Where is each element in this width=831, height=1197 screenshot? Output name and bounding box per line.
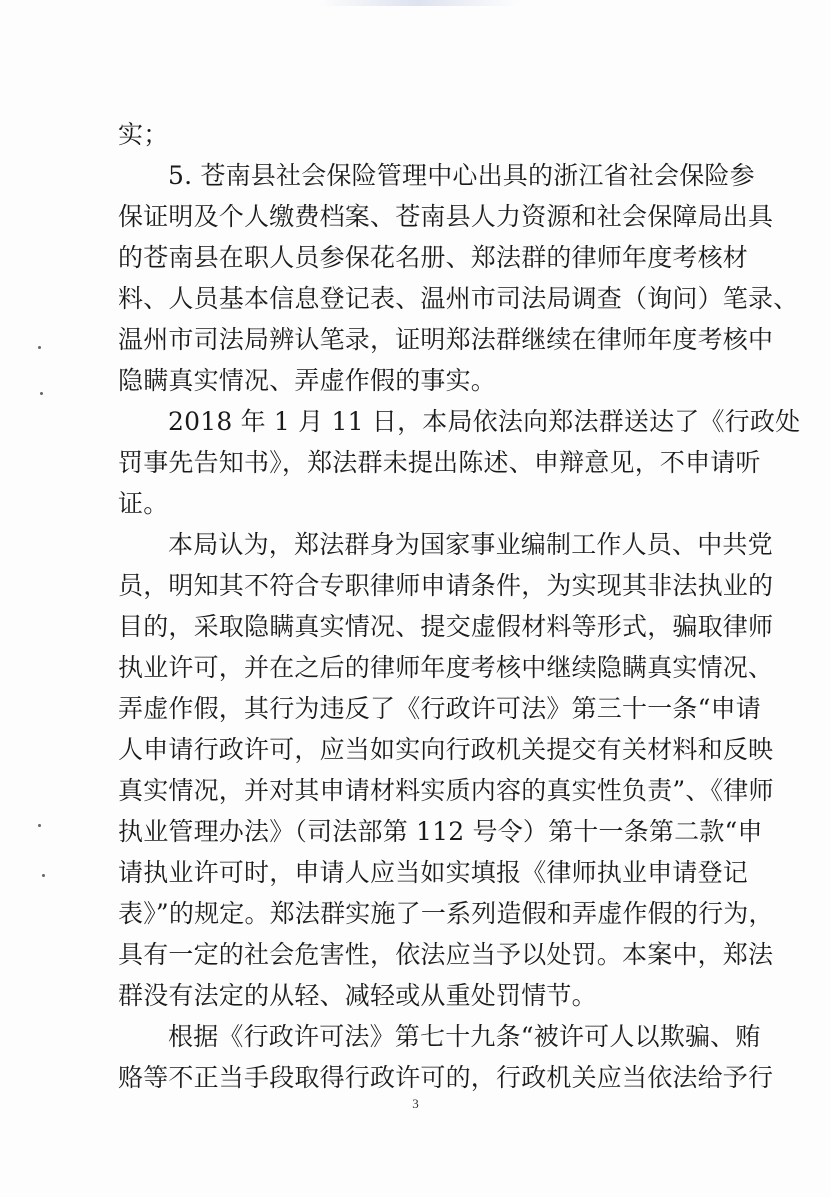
text-line: 实； — [118, 120, 169, 149]
text-line: 证。 — [118, 489, 169, 518]
text-line: 罚事先告知书》，郑法群未提出陈述、申辩意见，不申请听 — [118, 448, 761, 477]
text-line: 的苍南县在职人员参保花名册、郑法群的律师年度考核材 — [118, 243, 749, 272]
text-line: 人申请行政许可，应当如实向行政机关提交有关材料和反映 — [118, 735, 774, 764]
text-line: 目的，采取隐瞒真实情况、提交虚假材料等形式，骗取律师 — [118, 612, 774, 641]
text-line: 料、人员基本信息登记表、温州市司法局调查（询问）笔录、 — [118, 284, 799, 313]
text-line: 群没有法定的从轻、减轻或从重处罚情节。 — [118, 981, 597, 1010]
text-line: 保证明及个人缴费档案、苍南县人力资源和社会保障局出具 — [118, 202, 774, 231]
text-line: 执业许可，并在之后的律师年度考核中继续隐瞒真实情况、 — [118, 653, 774, 682]
scan-smudge — [318, 0, 518, 6]
text-line: 弄虚作假，其行为违反了《行政许可法》第三十一条“申请 — [118, 694, 761, 723]
text-line: 2018 年 1 月 11 日，本局依法向郑法群送达了《行政处 — [168, 407, 801, 436]
scan-dot — [38, 346, 41, 349]
scan-dot — [38, 824, 41, 827]
text-line: 温州市司法局辨认笔录，证明郑法群继续在律师年度考核中 — [118, 325, 774, 354]
text-line: 请执业许可时，申请人应当如实填报《律师执业申请登记 — [118, 858, 749, 887]
text-line: 赂等不正当手段取得行政许可的，行政机关应当依法给予行 — [118, 1063, 774, 1092]
text-line: 表》”的规定。郑法群实施了一系列造假和弄虚作假的行为， — [118, 899, 774, 928]
text-line: 本局认为，郑法群身为国家事业编制工作人员、中共党 — [168, 530, 773, 559]
text-line: 5. 苍南县社会保险管理中心出具的浙江省社会保险参 — [168, 161, 755, 190]
text-line: 根据《行政许可法》第七十九条“被许可人以欺骗、贿 — [168, 1022, 761, 1051]
scan-dot — [40, 392, 43, 395]
text-line: 隐瞒真实情况、弄虚作假的事实。 — [118, 366, 497, 395]
text-line: 具有一定的社会危害性，依法应当予以处罚。本案中，郑法 — [118, 940, 774, 969]
page-number: 3 — [412, 1096, 419, 1111]
text-line: 真实情况，并对其申请材料实质内容的真实性负责”、《律师 — [118, 776, 774, 805]
text-line: 员，明知其不符合专职律师申请条件，为实现其非法执业的 — [118, 571, 774, 600]
scan-dot — [42, 874, 45, 877]
text-line: 执业管理办法》（司法部第 112 号令）第十一条第二款“申 — [118, 817, 763, 846]
